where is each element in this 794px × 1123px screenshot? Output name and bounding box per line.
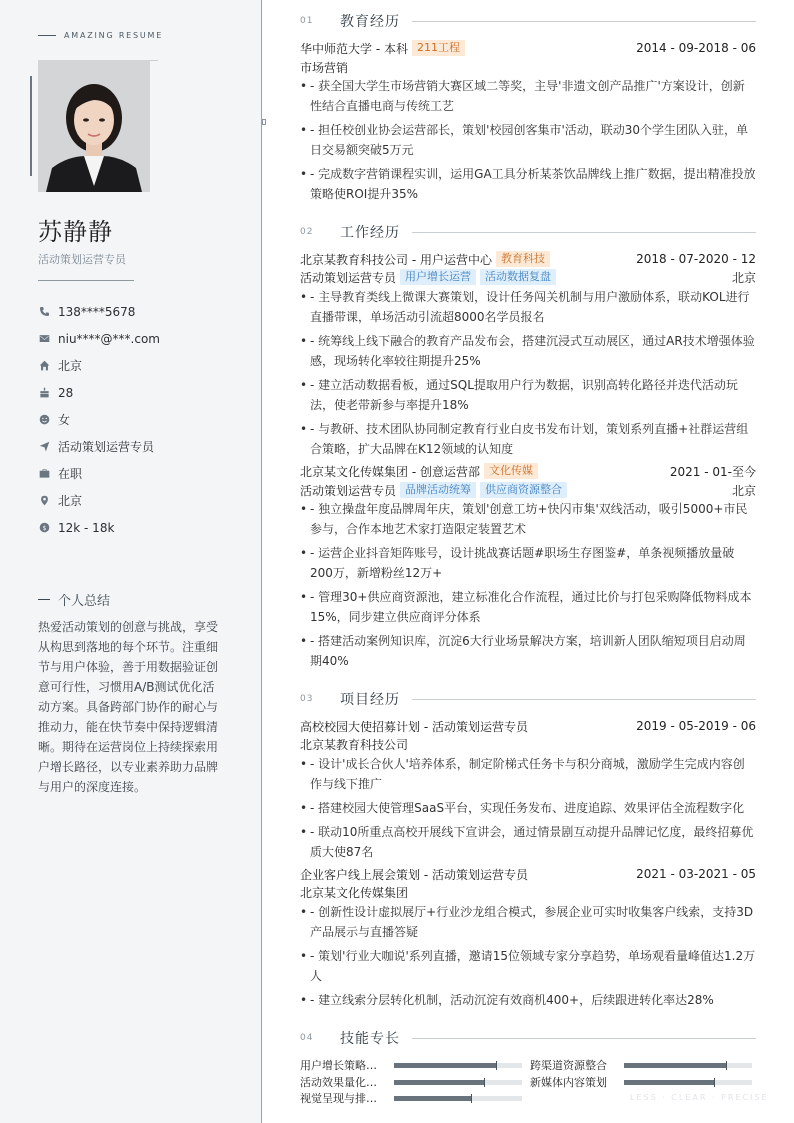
list-item: • - 担任校创业协会运营部长，策划'校园创客集市'活动，联动30个学生团队入驻，单日交易额突破5万元: [300, 120, 756, 160]
profile-title: 活动策划运营专员: [38, 253, 126, 266]
work-bullets-2: [300, 499, 756, 675]
section-work-header: 02 工作经历: [300, 222, 756, 242]
project-date: 2019 - 05-2019 - 06: [636, 719, 756, 733]
profile-photo: [38, 60, 150, 192]
project-name: 企业客户线上展会策划 - 活动策划运营专员: [300, 867, 528, 882]
education-entry: [300, 39, 756, 57]
svg-text:$: $: [42, 524, 46, 532]
info-city: 北京: [38, 352, 160, 379]
info-location: 北京: [38, 487, 160, 514]
work-role-row-2: [300, 481, 756, 499]
list-item: • - 完成数字营销课程实训，运用GA工具分析某茶饮品牌线上推广数据，提出精准投放策略使ROI提升35%: [300, 164, 756, 204]
list-item: • - 搭建活动案例知识库，沉淀6大行业场景解决方案，培训新人团队缩短项目启动周期40%: [300, 631, 756, 671]
work-role-row-1: [300, 268, 756, 286]
project-bullets-1: [300, 754, 756, 866]
list-item: • - 设计'成长合伙人'培养体系，制定阶梯式任务卡与积分商城，激励学生完成内容创作与线下推广: [300, 754, 756, 794]
skill-bar-fill: [394, 1096, 471, 1101]
gender-icon: [38, 414, 50, 426]
sidebar-marker: [262, 119, 266, 125]
skill-bar: [394, 1096, 522, 1101]
cake-icon: [38, 387, 50, 399]
skill-item: 活动效果量化…: [300, 1074, 522, 1090]
list-item: • - 建立线索分层转化机制，活动沉淀有效商机400+，后续跟进转化率达28%: [300, 990, 756, 1010]
skill-bar: [394, 1080, 522, 1085]
work-entry-2: [300, 462, 756, 480]
list-item: • - 管理30+供应商资源池，建立标准化合作流程，通过比价与打包采购降低物料成本15%，同步建立供应商评分体系: [300, 587, 756, 627]
school-name: 华中师范大学 - 本科: [300, 41, 408, 56]
work-bullets-1: [300, 287, 756, 463]
work-date: 2018 - 07-2020 - 12: [636, 252, 756, 266]
work-entry-1: [300, 250, 756, 268]
education-bullets: [300, 76, 756, 208]
info-status: 在职: [38, 460, 160, 487]
project-date: 2021 - 03-2021 - 05: [636, 867, 756, 881]
education-major: 市场营销: [300, 60, 349, 75]
school-tag: 211工程: [412, 40, 465, 56]
info-target-job: 活动策划运营专员: [38, 433, 160, 460]
skill-tag: 品牌活动统筹: [400, 482, 476, 498]
home-icon: [38, 360, 50, 372]
skill-bar-fill: [624, 1063, 726, 1068]
info-gender: 女: [38, 406, 160, 433]
photo-frame-line: [150, 60, 158, 61]
list-item: • - 获全国大学生市场营销大赛区域二等奖，主导'非遗文创产品推广'方案设计，创新性结合直播电商与传统工艺: [300, 76, 756, 116]
role-name: 活动策划运营专员: [300, 270, 397, 285]
list-item: • - 建立活动数据看板，通过SQL提取用户行为数据，识别高转化路径并迭代活动玩法，使老带新参与率提升18%: [300, 375, 756, 415]
work-city: 北京: [731, 270, 756, 285]
skill-bar: [394, 1063, 522, 1068]
phone-icon: [38, 306, 50, 318]
skill-bar-fill: [624, 1080, 714, 1085]
skill-item: 用户增长策略…: [300, 1057, 522, 1073]
role-name: 活动策划运营专员: [300, 483, 397, 498]
briefcase-icon: [38, 468, 50, 480]
send-icon: [38, 441, 50, 453]
skill-bar: [624, 1063, 752, 1068]
work-city: 北京: [731, 483, 756, 498]
skill-bar-fill: [394, 1063, 496, 1068]
info-phone: 138****5678: [38, 298, 160, 325]
salary-icon: [38, 522, 50, 534]
skill-tag: 供应商资源整合: [480, 482, 567, 498]
skill-item: 新媒体内容策划: [530, 1074, 752, 1090]
industry-tag: 文化传媒: [484, 463, 538, 479]
summary-text: 热爱活动策划的创意与挑战，享受从构思到落地的每个环节。注重细节与用户体验，善于用数据验证创意可行性，习惯用A/B测试优化活动方案。具备跨部门协作的耐心与推动力，能在快节奏中保持逻辑清晰。期待在运营岗位上持续探索用户增长路径，以专业素养助力品牌与用户的深度连接。: [38, 620, 219, 794]
project-entry-2: [300, 865, 756, 883]
info-salary: $ 12k - 18k: [38, 514, 160, 541]
watermark: LESS · CLEAR · PRECISE: [630, 1093, 769, 1102]
sidebar: [0, 0, 262, 1123]
industry-tag: 教育科技: [496, 251, 550, 267]
location-icon: [38, 495, 50, 507]
sidebar-divider: [38, 280, 134, 281]
skill-item: 跨渠道资源整合: [530, 1057, 752, 1073]
company-name: 北京某教育科技公司 - 用户运营中心: [300, 252, 492, 267]
info-email: niu****@***.com: [38, 325, 160, 352]
list-item: • - 与教研、技术团队协同制定教育行业白皮书发布计划，策划系列直播+社群运营组合策略，扩大品牌在K12领域的认知度: [300, 419, 756, 459]
project-entry-1: [300, 717, 756, 735]
skill-item: 视觉呈现与排…: [300, 1090, 522, 1106]
skill-tag: 活动数据复盘: [480, 269, 556, 285]
section-education-header: 01 教育经历: [300, 11, 756, 31]
summary-title: 个人总结: [38, 590, 110, 609]
profile-name: 苏静静: [38, 218, 113, 246]
skill-bar-fill: [394, 1080, 484, 1085]
list-item: • - 运营企业抖音矩阵账号，设计挑战赛话题#职场生存图鉴#，单条视频播放量破200万，新增粉丝12万+: [300, 543, 756, 583]
skill-tag: 用户增长运营: [400, 269, 476, 285]
list-item: • - 统筹线上线下融合的教育产品发布会，搭建沉浸式互动展区，通过AR技术增强体验感，现场转化率较往期提升25%: [300, 331, 756, 371]
list-item: • - 联动10所重点高校开展线下宣讲会，通过情景剧互动提升品牌记忆度，最终招募优质大使87名: [300, 822, 756, 862]
email-icon: [38, 333, 50, 345]
project-org-2: 北京某文化传媒集团: [300, 885, 409, 900]
info-age: 28: [38, 379, 160, 406]
skill-bar: [624, 1080, 752, 1085]
project-name: 高校校园大使招募计划 - 活动策划运营专员: [300, 719, 528, 734]
list-item: • - 主导教育类线上微课大赛策划，设计任务闯关机制与用户激励体系，联动KOL进行直播带课，单场活动引流超8000名学员报名: [300, 287, 756, 327]
list-item: • - 策划'行业大咖说'系列直播，邀请15位领域专家分享趋势，单场观看量峰值达1.2万人: [300, 946, 756, 986]
list-item: • - 独立操盘年度品牌周年庆，策划'创意工坊+快闪市集'双线活动，吸引5000+市民参与，合作本地艺术家打造限定装置艺术: [300, 499, 756, 539]
section-skills-header: 04 技能专长: [300, 1028, 756, 1048]
project-org-1: 北京某教育科技公司: [300, 737, 409, 752]
section-projects-header: 03 项目经历: [300, 689, 756, 709]
brand-label: AMAZING RESUME: [38, 31, 163, 40]
work-date: 2021 - 01-至今: [669, 464, 756, 479]
project-bullets-2: [300, 902, 756, 1014]
photo-accent-line: [30, 76, 32, 176]
education-date: 2014 - 09-2018 - 06: [636, 41, 756, 55]
list-item: • - 创新性设计虚拟展厅+行业沙龙组合模式，参展企业可实时收集客户线索，支持3D产品展示与直播答疑: [300, 902, 756, 942]
company-name: 北京某文化传媒集团 - 创意运营部: [300, 464, 480, 479]
list-item: • - 搭建校园大使管理SaaS平台，实现任务发布、进度追踪、效果评估全流程数字化: [300, 798, 756, 818]
contact-info-list: [38, 298, 160, 541]
